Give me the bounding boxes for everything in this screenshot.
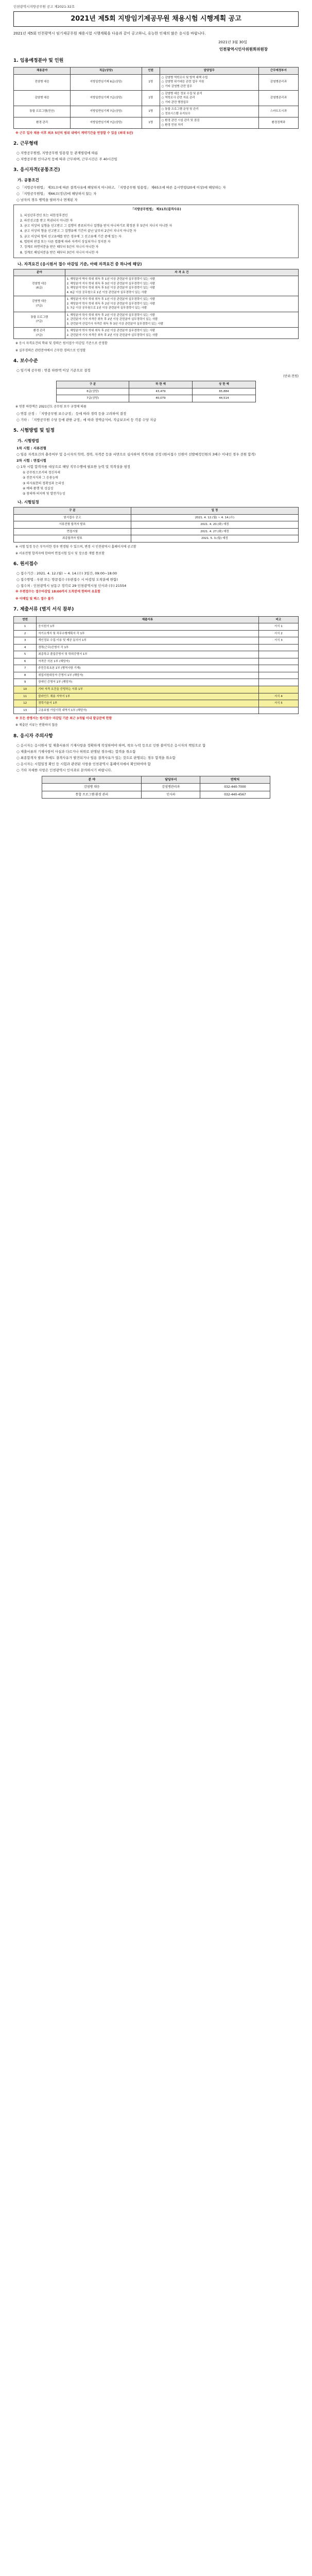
- common-requirement: ○ 남자의 경우 병역을 필하거나 면제된 자: [16, 198, 78, 202]
- qual-field: 환경 관리 (7급): [14, 328, 65, 339]
- table-row: [57, 395, 256, 402]
- section-2-line: ○ 지방공무원법, 지방공무원 임용령 등 관계법령에 따름: [16, 151, 98, 156]
- table-header: 상 한 액: [192, 381, 255, 388]
- common-requirement: ○ 「지방공무원법」 제66조(정년)에 해당하지 않는 자: [16, 192, 97, 196]
- caution-line: ○ 제출서류의 기재사항이 사실과 다르거나 허위로 판명된 경우에는 합격을 취소함: [16, 749, 136, 754]
- list-item: ① 공무원으로서의 정신자세: [23, 470, 60, 474]
- issuer: 인천광역시인사위원회위원장: [219, 46, 268, 52]
- qual-field: 통합 프로그램 (7급): [14, 312, 65, 328]
- application-line: ○ 접수방법 : 우편 또는 방문접수 (우편접수 시 마감일 도착분에 한함): [16, 578, 118, 582]
- doc-number: 3: [14, 637, 37, 645]
- doc-note: [258, 686, 298, 693]
- documents-note: ※ 제출된 서류는 반환하지 않음: [15, 723, 58, 727]
- table-row: [14, 686, 299, 693]
- intro-text: 2021년 제5회 인천광역시 임기제공무원 채용시험 시행계획을 다음과 같이 공고하니, 유능한 인재의 많은 응시를 바랍니다.: [13, 31, 206, 36]
- contact-phone: 032-440-4567: [200, 791, 270, 798]
- schedule-date: 2021. 4. 20.(화) 예정: [131, 521, 298, 529]
- qual-req: 1. 해당분야 석사 학위 취득 후 1년 이상 관련분야 실무경력이 있는 사람 2. 해당분야 학사 학위 취득 후 2년 이상 관련분야 실무경력이 있는 사람 3. 7급 이상 공무원으로 1년 이상 관련분야 실무경력이 있는 사람: [65, 296, 298, 312]
- caution-line: ○ 최종합격자 발표 후에도 결격사유가 발견되거나 임용 결격사유가 있는 것으로 판명되는 경우 합격을 취소함: [16, 755, 176, 760]
- list-item: ④ 예의·품행 및 성실성: [23, 486, 54, 490]
- doc-number: 5: [14, 651, 37, 658]
- position-dept: 스마트도시과: [258, 106, 298, 117]
- doc-number: 13: [14, 707, 37, 714]
- table-row: [14, 328, 299, 339]
- doc-name: 주민등록초본 1부 (병역사항 기재): [37, 665, 258, 672]
- doc-name: 경력기술서 1부: [37, 700, 258, 707]
- schedule-item: 면접시험: [14, 528, 131, 535]
- table-row: [14, 106, 299, 117]
- doc-number: 1: [14, 623, 37, 631]
- table-row: [14, 74, 299, 90]
- position-count: 1명: [142, 106, 160, 117]
- table-row: [14, 651, 299, 658]
- position-duty: ○ 환경 관련 시설 관리 및 점검 ○ 환경 민원 처리: [160, 117, 258, 129]
- qual-req: 1. 해당분야 박사 학위 취득 후 1년 이상 관련분야 실무경력이 있는 사람 2. 해당분야 석사 학위 취득 후 3년 이상 관련분야 실무경력이 있는 사람 3. 해당분야 학사 학위 취득 후 5년 이상 관련분야 실무경력이 있는 사람 4. 6급 이상 공무원으로 1년 이상 관련분야 실무경력이 있는 사람: [65, 276, 298, 296]
- position-grade: 지방일반임기제 7급(상당): [71, 117, 142, 129]
- doc-name: 장애인 증명서 1부 (해당자): [37, 679, 258, 686]
- table-header: 분야: [14, 269, 65, 276]
- table-header: 근무예정부서: [258, 67, 298, 75]
- doc-note: [258, 665, 298, 672]
- common-requirement: ○ 「지방공무원법」 제31조에 따른 결격사유에 해당하지 아니하고, 「지방공무원 임용령」 제65조에 따른 응시연령(20세 이상)에 해당하는 자: [16, 185, 226, 190]
- table-row: [14, 117, 299, 129]
- position-dept: 감염병관리과: [258, 74, 298, 90]
- table-header: 구 분: [57, 381, 129, 388]
- section-1-title: 1. 임용예정분야 및 인원: [13, 58, 64, 63]
- section-1-note: ※ 근무 일자 채용 이후 최초 5년의 범위 내에서 계약기간을 연장할 수 있음 (최대 5년): [15, 131, 133, 135]
- table-row: [14, 658, 299, 665]
- salary-note: ※ 연봉 하한액은 2021년도 공무원 보수 규정에 따름: [15, 404, 86, 409]
- table-row: [14, 693, 299, 700]
- box-title: 「지방공무원법」 제31조(결격사유): [131, 208, 181, 212]
- table-header: 채용분야: [14, 67, 71, 75]
- schedule-note: ※ 시험 일정 등은 부득이한 경우 변경될 수 있으며, 변경 시 인천광역시 홈페이지에 공고함: [15, 545, 136, 549]
- position-count: 1명: [142, 74, 160, 90]
- schedule-item: 원서접수 공고: [14, 514, 131, 521]
- doc-number: 6: [14, 658, 37, 665]
- doc-note: [258, 672, 298, 679]
- qual-field: 전염병 대응 (6급): [14, 276, 65, 296]
- salary-high: 65,884: [192, 388, 255, 395]
- notice-number: 인천광역시지방공무원 공고 제2021-32호: [13, 5, 75, 9]
- position-count: 1명: [142, 90, 160, 106]
- contact-table: [42, 776, 270, 799]
- caution-line: ○ 기타 자세한 사항은 인천광역시 인사과로 문의하시기 바랍니다.: [16, 768, 112, 772]
- table-row: [14, 276, 299, 296]
- doc-name: 자기소개서 및 직무수행계획서 각 1부: [37, 630, 258, 637]
- contact-phone: 032-440-7000: [200, 784, 270, 791]
- schedule-note: ※ 서류전형 합격자에 한하여 면접시험 일시 및 장소를 개별 통보함: [15, 551, 105, 555]
- section-5-sub-ga: 가. 시험방법: [18, 438, 39, 444]
- list-item: 7. 징계로 파면처분을 받은 때부터 5년이 지나지 아니한 자: [20, 245, 99, 249]
- doc-number: 2: [14, 630, 37, 637]
- page-title: 2021년 제5회 지방임기제공무원 채용시험 시행계획 공고: [13, 11, 299, 27]
- application-line: ○ 접수처 : 인천광역시 남동구 정각로 29 인천광역시청 인사과 (우) 21554: [16, 584, 127, 588]
- step-2-desc: ○ 1차 시험 합격자를 대상으로 해당 직무수행에 필요한 능력 및 적격성을 평정: [16, 464, 130, 469]
- table-row: [42, 784, 270, 791]
- table-header: 일 정: [131, 507, 298, 515]
- section-3-sub-na: 나. 자격요건 (응시원서 접수 마감일 기준, 아래 자격요건 중 하나에 해당): [18, 261, 142, 266]
- qual-req: 1. 해당분야 학사 학위 취득 후 2년 이상 관련분야 실무경력이 있는 사람 2. 관련분야 기사 자격증 취득 후 2년 이상 관련분야 실무경력이 있는 사람: [65, 328, 298, 339]
- qual-field: 감염병 대응 (7급): [14, 296, 65, 312]
- application-note: ※ 우편접수는 접수마감일 18:00까지 도착분에 한하여 유효함: [15, 590, 100, 594]
- salary-low: 43,479: [129, 388, 193, 395]
- table-row: [14, 637, 299, 645]
- schedule-table: [13, 507, 299, 543]
- position-duty: ○ 감염병 대응 정보 수집 및 분석 ○ 역학조사 관련 자료 관리 ○ 기타 관련 행정업무: [160, 90, 258, 106]
- table-row: [14, 296, 299, 312]
- contact-field: 통합 프로그램·환경 관리: [42, 791, 142, 798]
- list-item: ③ 의사표현의 정확성과 논리성: [23, 481, 64, 485]
- table-row: [42, 791, 270, 798]
- step-1-desc: ○ 임용 자격요건의 충족여부 및 응시자의 학력, 경력, 자격증 등을 서면으로 심사하여 적격자를 선정 (원서접수 인원이 선발예정인원의 3배수 이내인 경우 전원 합격): [16, 452, 256, 456]
- application-note: ※ 이메일 및 팩스 접수 불가: [15, 597, 54, 601]
- list-item: ⑤ 창의력·의지력 및 발전가능성: [23, 492, 65, 496]
- contact-dept: 인사과: [142, 791, 200, 798]
- table-row: [14, 535, 299, 543]
- doc-name: 블라인드 채용 서약서 1부: [37, 693, 258, 700]
- section-2-line: ○ 지방공무원 인사규칙 등에 따라 근무하며, 근무시간은 주 40시간임: [16, 157, 117, 162]
- doc-note: 서식 5: [258, 700, 298, 707]
- doc-number: 7: [14, 665, 37, 672]
- list-item: 1. 피성년후견인 또는 피한정후견인: [20, 213, 68, 217]
- caution-line: ○ 응시자는 시험일정 확인 등 시험과 관련된 사항을 인천광역시 홈페이지에서 확인하여야 함: [16, 761, 151, 766]
- position-grade: 지방일반임기제 7급(상당): [71, 106, 142, 117]
- position-field: 통합 프로그램(전산): [14, 106, 71, 117]
- documents-note: ※ 모든 증명서는 원서접수 마감일 기준 최근 3개월 이내 발급분에 한함: [15, 717, 112, 721]
- salary-table: [56, 381, 256, 402]
- list-item: 6. 법원의 판결 또는 다른 법률에 따라 자격이 상실되거나 정지된 자: [20, 240, 111, 244]
- schedule-item: 최종합격자 발표: [14, 535, 131, 543]
- table-header: 연락처: [200, 776, 270, 783]
- table-row: [14, 521, 299, 529]
- table-header: 연번: [14, 616, 37, 623]
- section-5-title: 5. 시험방법 및 일정: [13, 428, 55, 434]
- doc-note: 서식 3: [258, 637, 298, 645]
- doc-name: 기타 자격 요건을 증빙하는 서류 1부: [37, 686, 258, 693]
- section-7-title: 7. 제출서류 (별지 서식 참부): [13, 606, 74, 612]
- schedule-date: 2021. 4. 12.(월) ~ 4. 14.(수): [131, 514, 298, 521]
- table-row: [57, 388, 256, 395]
- disqualification-box: [13, 205, 299, 258]
- table-row: [14, 90, 299, 106]
- table-header: 자 격 요 건: [65, 269, 298, 276]
- salary-grade: 7급(상당): [57, 395, 129, 402]
- list-item: 3. 금고 이상의 실형을 선고받고 그 집행이 종료되거나 집행을 받지 아니하기로 확정된 후 5년이 지나지 아니한 자: [20, 224, 172, 228]
- table-row: [14, 312, 299, 328]
- table-row: [14, 514, 299, 521]
- position-field: 환경 관리: [14, 117, 71, 129]
- table-row: [14, 644, 299, 651]
- documents-table: [13, 616, 299, 714]
- list-item: 5. 금고 이상의 형의 선고유예를 받은 경우에 그 선고유예 기간 중에 있는 자: [20, 234, 122, 239]
- doc-name: 자격증 사본 1부 (해당자): [37, 658, 258, 665]
- table-row: [14, 665, 299, 672]
- doc-note: [258, 651, 298, 658]
- doc-note: 서식 1: [258, 623, 298, 631]
- table-header: 하 한 액: [129, 381, 193, 388]
- table-header: 담당부서: [142, 776, 200, 783]
- doc-note: [258, 644, 298, 651]
- doc-note: [258, 679, 298, 686]
- salary-line: ○ 기타 : 「지방공무원 수당 등에 관한 규정」에 따라 정액급식비, 직급보조비 등 각종 수당 지급: [16, 418, 157, 422]
- position-dept: 환경정책과: [258, 117, 298, 129]
- schedule-date: 2021. 4. 27.(화) 예정: [131, 528, 298, 535]
- section-3-title: 3. 응시자격(공통조건): [13, 167, 60, 173]
- position-grade: 지방일반임기제 6급(상당): [71, 74, 142, 90]
- qual-note: ※ 응시 자격요건의 학위 및 경력은 원서접수 마감일 기준으로 산정함: [15, 342, 108, 346]
- schedule-date: 2021. 5. 3.(월) 예정: [131, 535, 298, 543]
- qual-note: ※ 실무경력은 관련분야에서 근무한 경력으로 인정함: [15, 348, 86, 352]
- salary-line: ○ 연봉 산정 : 「지방공무원 보수규정」 등에 따라 경력 등을 고려하여 결정: [16, 411, 127, 416]
- table-row: [14, 672, 299, 679]
- doc-name: 최종학교 졸업증명서 및 학위증명서 1부: [37, 651, 258, 658]
- section-3-sub-ga: 가. 공통조건: [18, 178, 39, 183]
- section-5-sub-na: 나. 시험일정: [18, 500, 39, 505]
- position-dept: 감염병관리과: [258, 90, 298, 106]
- step-2-title: 2차 시험 : 면접시험: [16, 458, 46, 463]
- notice-page: [0, 0, 312, 799]
- doc-number: 12: [14, 700, 37, 707]
- application-line: ○ 접수기간 : 2021. 4. 12.(월) ~ 4. 14.(수) 3일간, 09:00~18:00: [16, 571, 117, 576]
- table-row: [14, 528, 299, 535]
- qualification-table: [13, 269, 299, 340]
- table-row: [14, 679, 299, 686]
- section-2-title: 2. 근무형태: [13, 141, 38, 147]
- doc-name: 취업지원대상자 증명서 1부 (해당자): [37, 672, 258, 679]
- position-field: 전염병 대응: [14, 74, 71, 90]
- position-field: 감염병 대응: [14, 90, 71, 106]
- step-1-title: 1차 시험 : 서류전형: [16, 446, 46, 450]
- list-item: 4. 금고 이상의 형을 선고받고 그 집행유예 기간이 끝난 날부터 2년이 지나지 아니한 자: [20, 229, 136, 233]
- caution-line: ○ 응시자는 응시원서 및 제출서류의 기재사항을 정확하게 작성하여야 하며, 착오·누락 등으로 인한 불이익은 응시자의 책임으로 함: [16, 743, 206, 748]
- positions-table: [13, 67, 299, 129]
- table-row: [14, 700, 299, 707]
- position-grade: 지방일반임기제 7급(상당): [71, 90, 142, 106]
- table-header: 인원: [142, 67, 160, 75]
- doc-name: 개인정보 수집·이용 및 제공 동의서 1부: [37, 637, 258, 645]
- salary-low: 40,079: [129, 395, 193, 402]
- contact-field: 감염병 대응: [42, 784, 142, 791]
- doc-note: 서식 4: [258, 693, 298, 700]
- doc-number: 9: [14, 679, 37, 686]
- section-6-title: 6. 원서접수: [13, 562, 38, 567]
- position-duty: ○ 감염병 역학조사 및 방역 대책 수립 ○ 감염병 위기대응 관련 업무 지원 ○ 기타 감염병 관련 업무: [160, 74, 258, 90]
- table-header: 직급(상당): [71, 67, 142, 75]
- notice-date: 2021년 3월 30일: [218, 40, 247, 45]
- table-row: [14, 707, 299, 714]
- doc-number: 10: [14, 686, 37, 693]
- qual-req: 1. 해당분야 학사 학위 취득 후 2년 이상 관련분야 실무경력이 있는 사람 2. 관련분야 기사 자격증 취득 후 2년 이상 관련분야 실무경력이 있는 사람 3. 관련분야 산업기사 자격증 취득 후 3년 이상 관련분야 실무경력이 있는 사람: [65, 312, 298, 328]
- section-4-title: 4. 보수수준: [13, 358, 38, 364]
- position-duty: ○ 통합 프로그램 운영 및 관리 ○ 정보시스템 유지보수: [160, 106, 258, 117]
- list-item: ② 전문지식과 그 응용능력: [23, 476, 59, 480]
- table-header: 제출서류: [37, 616, 258, 623]
- table-header: 담당업무: [160, 67, 258, 75]
- doc-name: 응시원서 1부: [37, 623, 258, 631]
- list-item: 2. 파산선고를 받고 복권되지 아니한 자: [20, 218, 73, 223]
- schedule-item: 서류전형 합격자 발표: [14, 521, 131, 529]
- doc-number: 8: [14, 672, 37, 679]
- unit-label: (단위:천원): [283, 374, 299, 378]
- doc-number: 4: [14, 644, 37, 651]
- table-row: [14, 623, 299, 631]
- table-header: 분 야: [42, 776, 142, 783]
- doc-number: 11: [14, 693, 37, 700]
- doc-name: 고용보험 가입이력 내역서 1부 (해당자): [37, 707, 258, 714]
- table-row: [14, 630, 299, 637]
- doc-note: [258, 707, 298, 714]
- doc-name: 경력(근무)증명서 각 1부: [37, 644, 258, 651]
- doc-note: [258, 658, 298, 665]
- contact-dept: 감염병관리과: [142, 784, 200, 791]
- doc-note: 서식 2: [258, 630, 298, 637]
- table-header: 비고: [258, 616, 298, 623]
- position-count: 1명: [142, 117, 160, 129]
- salary-high: 44,514: [192, 395, 255, 402]
- salary-line: ○ 임기제 공무원 : 연봉 하한액 이상 기준으로 결정: [16, 368, 91, 372]
- table-header: 구 분: [14, 507, 131, 515]
- list-item: 8. 징계로 해임처분을 받은 때부터 3년이 지나지 아니한 자: [20, 250, 99, 255]
- salary-grade: 6급(상당): [57, 388, 129, 395]
- section-8-title: 8. 응시자 주의사항: [13, 733, 53, 739]
